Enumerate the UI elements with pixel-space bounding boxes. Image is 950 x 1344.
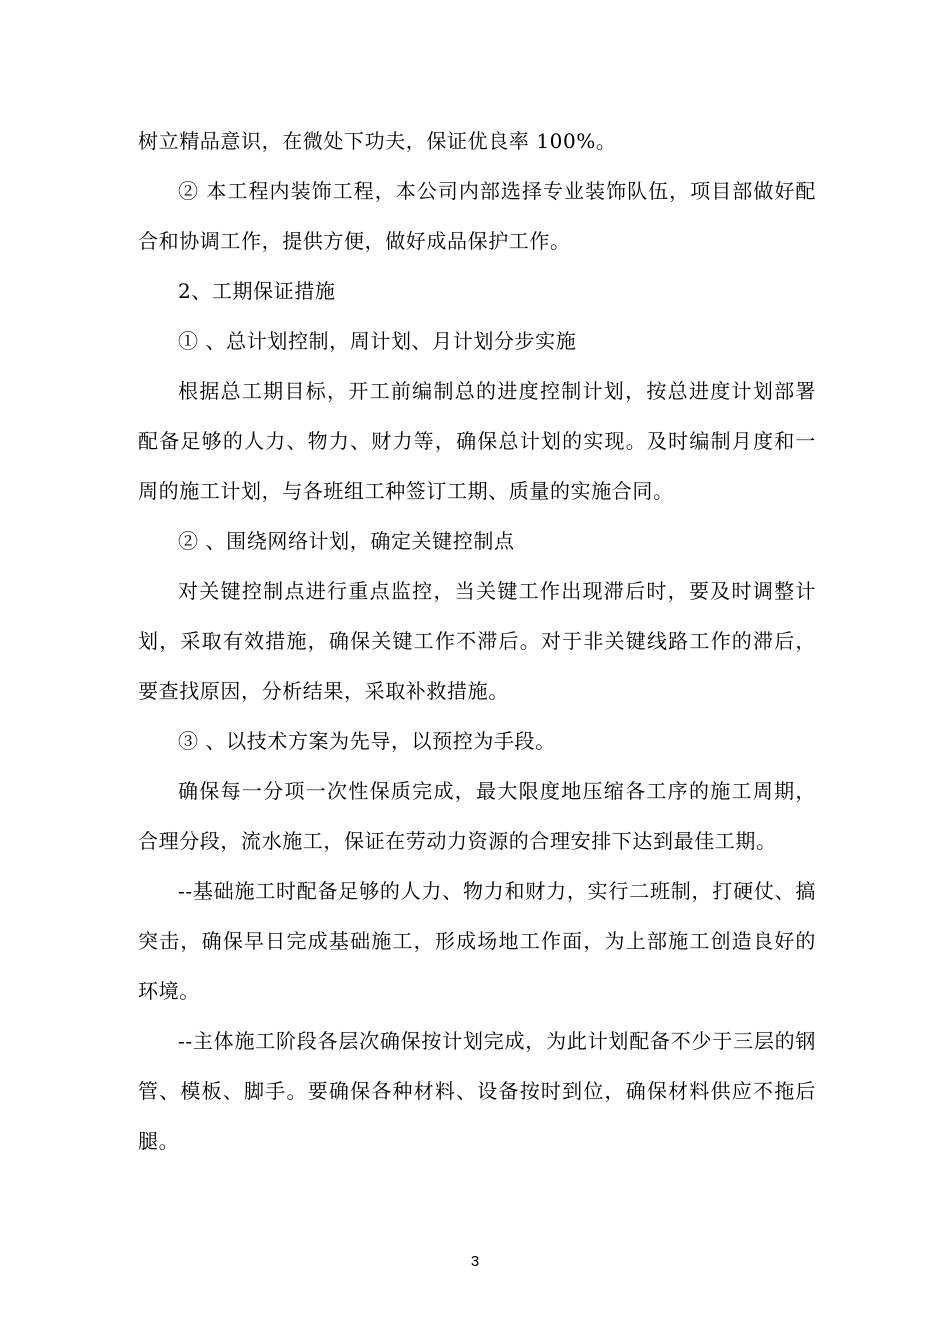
paragraph-foundation-stage: --基础施工时配备足够的人力、物力和财力，实行二班制，打硬仗、搞突击，确保早日完成基础施工，形成场地工作面，为上部施工创造良好的环境。 xyxy=(138,879,816,1003)
body-text xyxy=(138,116,816,1166)
paragraph-continuation: 树立精品意识，在微处下功夫，保证优良率 100%。 xyxy=(138,129,617,153)
subheading-overall-plan: ① 、总计划控制，周计划、月计划分步实施 xyxy=(178,329,577,353)
paragraph-main-structure-stage: --主体施工阶段各层次确保按计划完成，为此计划配备不少于三层的钢管、模板、脚手。要确保各种材料、设备按时到位，确保材料供应不拖后腿。 xyxy=(138,1029,816,1153)
paragraph-decoration-item: ② 本工程内装饰工程，本公司内部选择专业装饰队伍，项目部做好配合和协调工作，提供方便，做好成品保护工作。 xyxy=(138,179,816,253)
subheading-technical-plan: ③ 、以技术方案为先导，以预控为手段。 xyxy=(178,729,556,753)
section-heading-schedule: 2、工期保证措施 xyxy=(178,279,336,303)
paragraph-overall-plan: 根据总工期目标，开工前编制总的进度控制计划，按总进度计划部署配备足够的人力、物力、财力等，确保总计划的实现。及时编制月度和一周的施工计划，与各班组工种签订工期、质量的实施合同。 xyxy=(138,379,816,503)
paragraph-quality-completion: 确保每一分项一次性保质完成，最大限度地压缩各工序的施工周期，合理分段，流水施工，保证在劳动力资源的合理安排下达到最佳工期。 xyxy=(138,779,816,853)
subheading-network-plan: ② 、围绕网络计划，确定关键控制点 xyxy=(178,529,515,553)
page-number: 3 xyxy=(470,1253,480,1270)
paragraph-key-control: 对关键控制点进行重点监控，当关键工作出现滞后时，要及时调整计划，采取有效措施，确保关键工作不滞后。对于非关键线路工作的滞后，要查找原因，分析结果，采取补救措施。 xyxy=(138,579,816,703)
